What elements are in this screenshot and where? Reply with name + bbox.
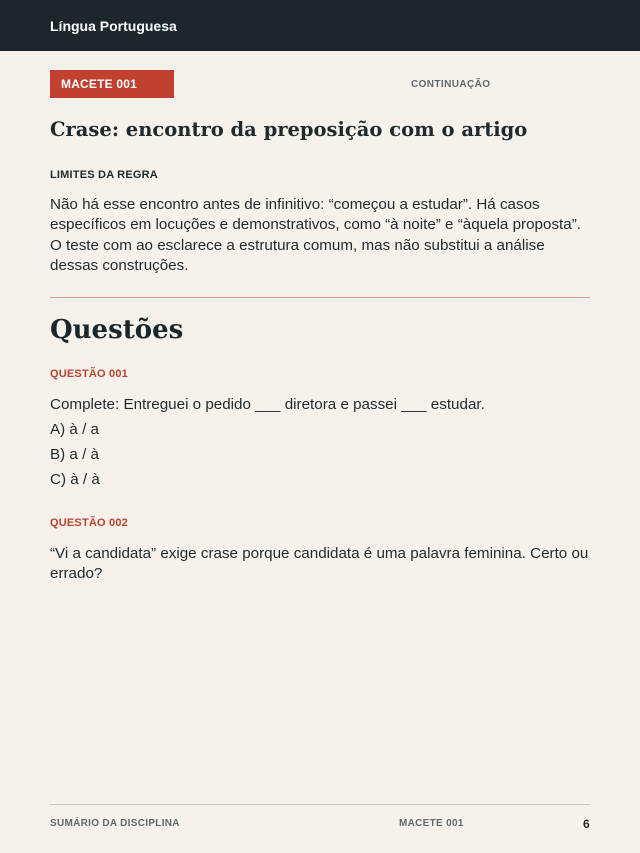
- question-1-text: Complete: Entreguei o pedido ___ diretora e passei ___ estudar.: [50, 396, 485, 413]
- continuation-label: CONTINUAÇÃO: [411, 79, 491, 90]
- questions-heading: Questões: [50, 315, 184, 345]
- header-bar: [0, 0, 640, 51]
- macete-badge: MACETE 001: [50, 70, 174, 98]
- question-2-label: QUESTÃO 002: [50, 517, 129, 529]
- section-divider: [50, 297, 590, 298]
- footer-divider: [50, 804, 590, 805]
- page-number: 6: [583, 817, 590, 831]
- footer-summary-label: SUMÁRIO DA DISCIPLINA: [50, 818, 180, 829]
- question-1-option-c: C) à / à: [50, 471, 100, 488]
- subject-title: Língua Portuguesa: [50, 18, 177, 34]
- question-1-option-b: B) a / à: [50, 446, 99, 463]
- section-title: Crase: encontro da preposição com o artigo: [50, 118, 528, 141]
- limits-label: LIMITES DA REGRA: [50, 169, 158, 181]
- footer-section-label: MACETE 001: [399, 818, 464, 829]
- rule-body-text: Não há esse encontro antes de infinitivo: “começou a estudar”. Há casos específicos em locuções e demonstrativos, como “à noite” e “àquela proposta”. O teste com ao esclarece a estrutura comum, mas não substitui a análise dessas construções.: [50, 196, 581, 274]
- question-2-text: “Vi a candidata” exige crase porque candidata é uma palavra feminina. Certo ou errado?: [50, 545, 589, 583]
- question-1-label: QUESTÃO 001: [50, 368, 129, 380]
- question-1-option-a: A) à / a: [50, 421, 99, 438]
